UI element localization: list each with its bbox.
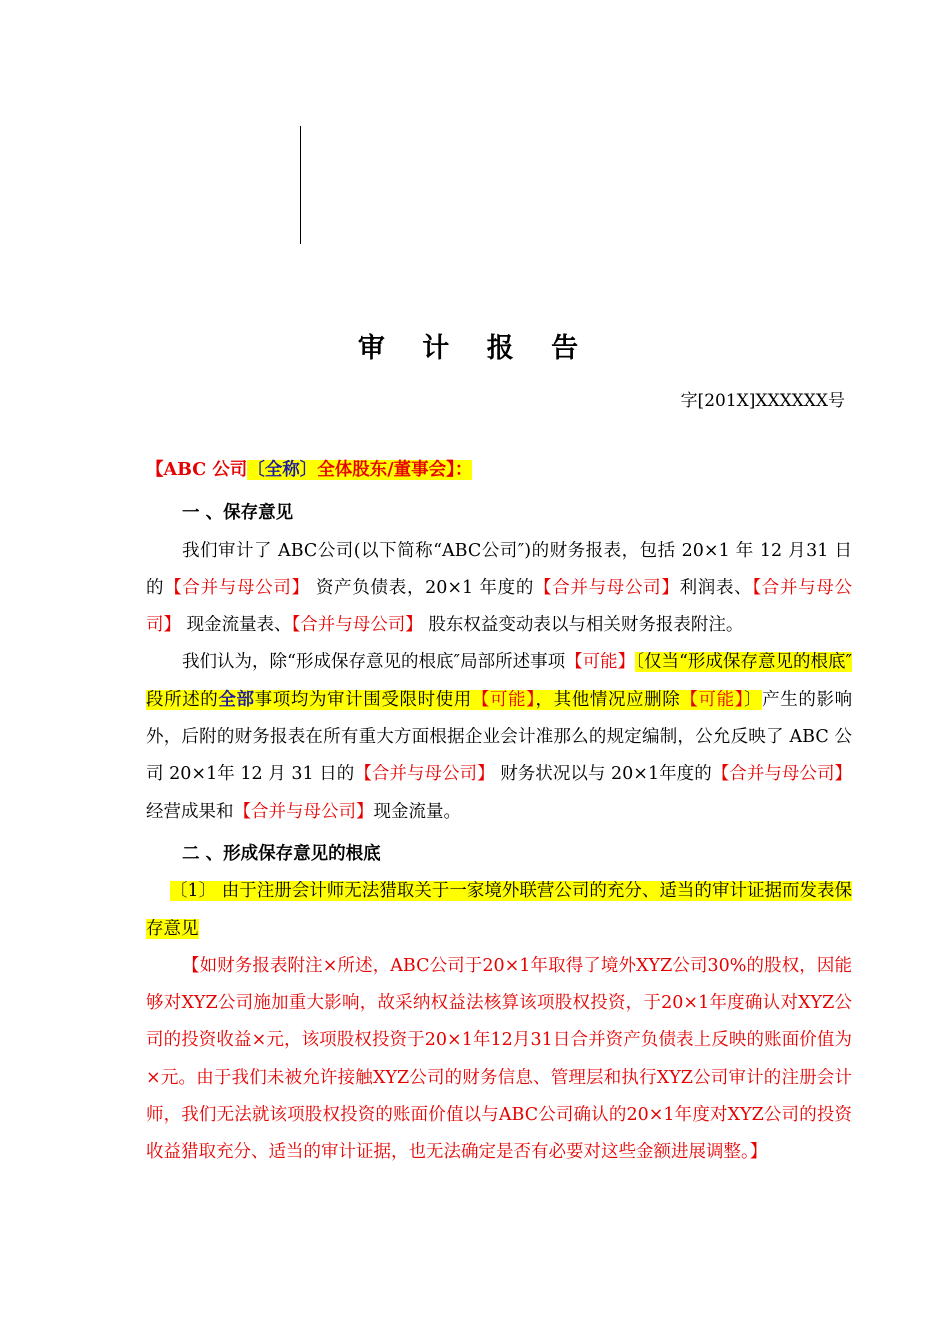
text-run: 我们审计了 ABC公司(以下简称“ABC公司″)的财务报表，包括 20×1 年 12 月31 日的	[146, 540, 852, 598]
text-run: 利润表、	[679, 577, 753, 598]
highlight-emphasis: 全部	[218, 689, 255, 710]
text-run: 现金流量。	[373, 801, 461, 822]
section1-paragraph1	[146, 533, 852, 645]
bracket-note: 【合并与母公司】	[164, 577, 310, 598]
report-body	[146, 452, 852, 1172]
bracket-note: 【可能】	[680, 689, 745, 710]
section2-heading: 二 、形成保存意见的根底	[182, 843, 381, 864]
report-title: 审 计 报 告	[357, 333, 593, 364]
addressee-open: 【ABC 公司	[146, 460, 248, 480]
bracket-note: 【可能】	[565, 652, 636, 673]
text-run: 我们认为，除“形成保存意见的根底″局部所述事项	[182, 652, 566, 673]
highlight-note: 〔1〕 由于注册会计师无法猎取关于一家境外联营公司的充分、适当的审计证据而发表保存意见	[146, 881, 852, 939]
text-run: 资产负债表，20×1 年度的	[309, 577, 535, 598]
text-run: 产生的影响外，后附的财务报表在所有重大方面根据企业会计准那么的规定编制，公允反映了 ABC 公司 20×1年 12 月 31 日的	[146, 689, 853, 785]
section2-item1	[146, 873, 852, 948]
document-number: 字[201X]XXXXXX号	[680, 391, 845, 411]
highlight-note: 事项均为审计围受限时使用	[254, 689, 472, 710]
addressee-fullname: 〔全称〕	[247, 460, 318, 480]
bracket-note: 【合并与母公司】	[354, 764, 495, 785]
section2-example: 【如财务报表附注×所述，ABC公司于20×1年取得了境外XYZ公司30%的股权，因能够对XYZ公司施加重大影响，故采纳权益法核算该项股权投资，于20×1年度确认对XYZ公司的投资收益×元，该项股权投资于20×1年12月31日合并资产负债表上反映的账面价值为×元。由于我们未被允许接触XYZ公司的财务信息、管理层和执行XYZ公司审计的注册会计师，我们无法就该项股权投资的账面价值以与ABC公司确认的20×1年度对XYZ公司的投资收益猎取充分、适当的审计证据，也无法确定是否有必要对这些金额进展调整。】	[146, 955, 852, 1163]
section1-heading: 一 、保存意见	[182, 503, 294, 524]
section1-paragraph2	[146, 644, 852, 830]
addressee-rest: 全体股东/董事会】：	[317, 460, 473, 480]
text-run: 财务状况以与 20×1年度的	[494, 764, 712, 785]
margin-rule	[300, 126, 301, 244]
text-run: 现金流量表、	[181, 615, 292, 636]
highlight-note: 〕	[744, 689, 763, 710]
text-run: 股东权益变动表以与相关财务报表附注。	[422, 615, 744, 636]
bracket-note: 【合并与母公司】	[711, 764, 853, 785]
bracket-note: 【合并与母公司】	[534, 577, 680, 598]
bracket-note: 【合并与母公司】	[146, 577, 853, 636]
addressee	[146, 452, 852, 489]
highlight-note: 〔仅当“形成保存意见的根底″段所述的	[146, 652, 853, 710]
highlight-note: ，其他情况应删除	[535, 689, 681, 710]
bracket-note: 【合并与母公司】	[291, 615, 423, 636]
bracket-note: 【合并与母公司】	[233, 801, 374, 822]
text-run: 经营成果和	[146, 801, 234, 822]
bracket-note: 【可能】	[471, 689, 536, 710]
